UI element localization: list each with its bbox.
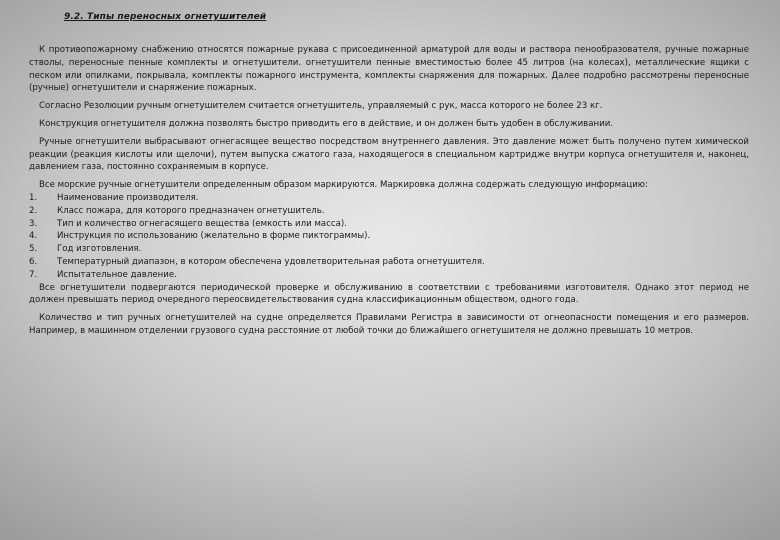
list-item-number: 1. (29, 192, 38, 203)
list-item (29, 230, 749, 243)
list-item-text: Тип и количество огнегасящего вещества (емкость или масса). (57, 218, 347, 229)
list-item-text: Год изготовления. (57, 244, 142, 255)
list-item (29, 205, 749, 218)
list-item-number: 2. (29, 205, 38, 216)
list-item-text: Температурный диапазон, в котором обеспечена удовлетворительная работа огнетушителя. (57, 256, 485, 267)
list-item-number: 3. (29, 218, 38, 229)
paragraph-fire-equipment: К противопожарному снабжению относятся пожарные рукава с присоединенной арматурой для воды и раствора пенообразователя, ручные пожарные стволы, переносные пенные комплекты и огнетушители. огнетушители пенные вместимостью более 45 литров (на колесах), металлические ящики с песком или опилками, покрывала, комплекты пожарного инструмента, комплекты снаряжения для пожарных. Далее подробно рассмотрены переносные (ручные) огнетушители и снаряжение пожарных. (29, 45, 749, 94)
marking-list (29, 192, 749, 282)
paragraph-marking: Все морские ручные огнетушители определенным образом маркируются. Маркировка должна содержать следующую информацию: (39, 180, 648, 191)
list-item-number: 4. (29, 231, 38, 242)
paragraph-inspection: Все огнетушители подвергаются периодической проверке и обслуживанию в соответствии с требованиями изготовителя. Однако этот период не должен превышать период очередного переосвидетельствования судна классификационным обществом, одного года. (29, 282, 749, 306)
list-item (29, 218, 749, 231)
list-item-number: 7. (29, 269, 38, 280)
list-item-number: 6. (29, 256, 38, 267)
list-item (29, 192, 749, 205)
list-item-text: Наименование производителя. (57, 192, 199, 203)
list-item (29, 243, 749, 256)
paragraph-pressure: Ручные огнетушители выбрасывают огнегасящее вещество посредством внутреннего давления. Это давление может быть получено путем химической реакции (реакция кислоты или щелочи), путем выпуска сжатого газа, находящегося в специальном картридже внутри корпуса огнетушителя и, наконец, давлением газа, постоянно сохраняемым в корпусе. (29, 136, 749, 173)
list-item (29, 269, 749, 282)
list-item-text: Испытательное давление. (57, 269, 177, 280)
paragraph-construction: Конструкция огнетушителя должна позволять быстро приводить его в действие, и он должен быть удобен в обслуживании. (39, 118, 614, 129)
list-item-text: Класс пожара, для которого предназначен огнетушитель. (57, 205, 325, 216)
list-item (29, 256, 749, 269)
list-item-text: Инструкция по использованию (желательно в форме пиктограммы). (57, 231, 371, 242)
paragraph-quantity: Количество и тип ручных огнетушителей на судне определяется Правилами Регистра в зависимости от огнеопасности помещения и его размеров. Например, в машинном отделении грузового судна расстояние от любой точки до ближайшего огнетушителя не должно превышать 10 метров. (29, 313, 749, 336)
list-item-number: 5. (29, 244, 38, 255)
section-heading: 9.2. Типы переносных огнетушителей (64, 12, 267, 22)
document-body (29, 44, 749, 338)
paragraph-resolution: Согласно Резолюции ручным огнетушителем считается огнетушитель, управляемый с рук, масса которого не более 23 кг. (39, 101, 603, 112)
